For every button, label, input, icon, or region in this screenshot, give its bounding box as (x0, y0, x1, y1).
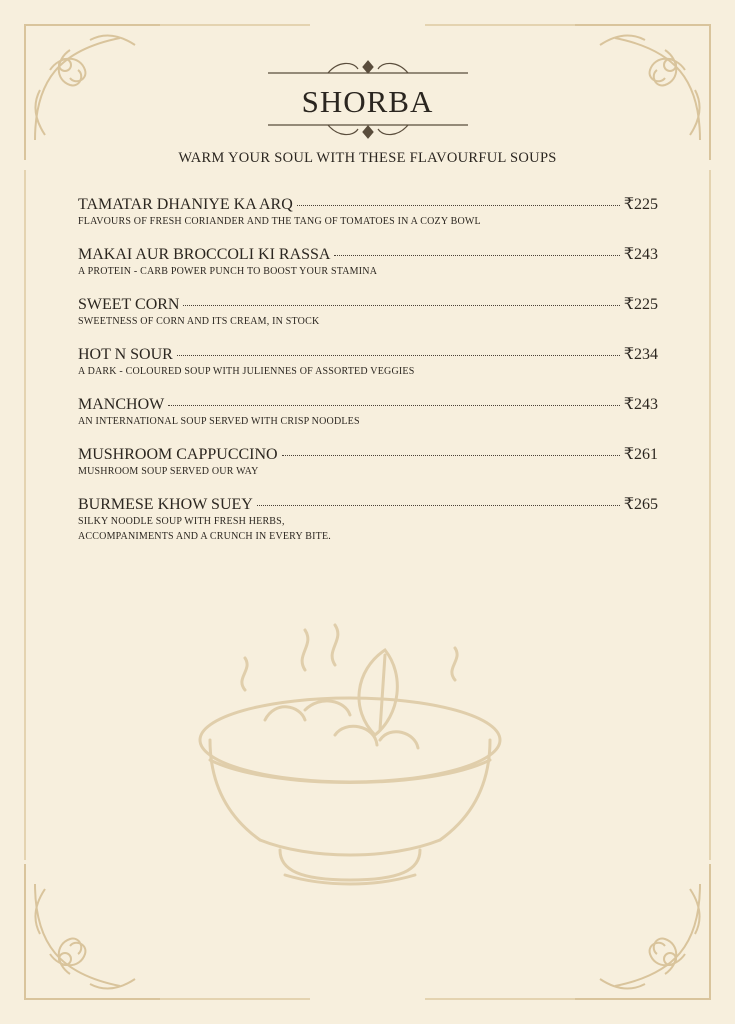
frame-bottom-right-line (425, 998, 585, 1000)
item-price: ₹243 (623, 396, 658, 413)
dot-leader (297, 205, 620, 206)
item-price: ₹225 (623, 196, 658, 213)
dot-leader (334, 255, 619, 256)
page-title: SHORBA (301, 84, 434, 119)
item-price: ₹265 (623, 496, 658, 513)
item-name: MAKAI AUR BROCCOLI KI RASSA (78, 246, 331, 263)
menu-item (78, 295, 658, 329)
menu-item (78, 195, 658, 229)
menu-item (78, 395, 658, 429)
dot-leader (257, 505, 620, 506)
menu-list (78, 195, 658, 560)
ornamental-corner-icon (20, 854, 170, 1004)
frame-left-line (24, 170, 26, 860)
item-name: TAMATAR DHANIYE KA ARQ (78, 196, 293, 213)
dot-leader (177, 355, 620, 356)
item-description: FLAVOURS OF FRESH CORIANDER AND THE TANG OF TOMATOES IN A COZY BOWL (78, 216, 481, 227)
item-description: SWEETNESS OF CORN AND ITS CREAM, IN STOCK (78, 316, 320, 327)
item-price: ₹261 (623, 446, 658, 463)
item-price: ₹243 (623, 246, 658, 263)
menu-item (78, 345, 658, 379)
item-description: MUSHROOM SOUP SERVED OUR WAY (78, 466, 259, 477)
item-description: SILKY NOODLE SOUP WITH FRESH HERBS, (78, 516, 285, 527)
dot-leader (282, 455, 620, 456)
item-description: ACCOMPANIMENTS AND A CRUNCH IN EVERY BITE. (78, 531, 331, 542)
menu-item (78, 495, 658, 544)
item-price: ₹225 (623, 296, 658, 313)
page-subtitle: WARM YOUR SOUL WITH THESE FLAVOURFUL SOUPS (178, 150, 557, 166)
ornamental-corner-icon (565, 854, 715, 1004)
dot-leader (183, 305, 619, 306)
item-name: BURMESE KHOW SUEY (78, 496, 253, 513)
frame-bottom-left-line (150, 998, 310, 1000)
item-name: SWEET CORN (78, 296, 180, 313)
frame-top-left-line (150, 24, 310, 26)
menu-header (0, 58, 735, 140)
dot-leader (168, 405, 620, 406)
item-name: MANCHOW (78, 396, 165, 413)
item-description: A DARK - COLOURED SOUP WITH JULIENNES OF ASSORTED VEGGIES (78, 366, 415, 377)
item-price: ₹234 (623, 346, 658, 363)
item-description: AN INTERNATIONAL SOUP SERVED WITH CRISP NOODLES (78, 416, 360, 427)
frame-right-line (709, 170, 711, 860)
menu-item (78, 245, 658, 279)
frame-top-right-line (425, 24, 585, 26)
flourish-divider-icon (268, 58, 468, 78)
item-name: MUSHROOM CAPPUCCINO (78, 446, 278, 463)
item-name: HOT N SOUR (78, 346, 173, 363)
flourish-divider-icon (268, 120, 468, 140)
menu-item (78, 445, 658, 479)
soup-bowl-icon (185, 610, 515, 910)
item-description: A PROTEIN - CARB POWER PUNCH TO BOOST YOUR STAMINA (78, 266, 378, 277)
